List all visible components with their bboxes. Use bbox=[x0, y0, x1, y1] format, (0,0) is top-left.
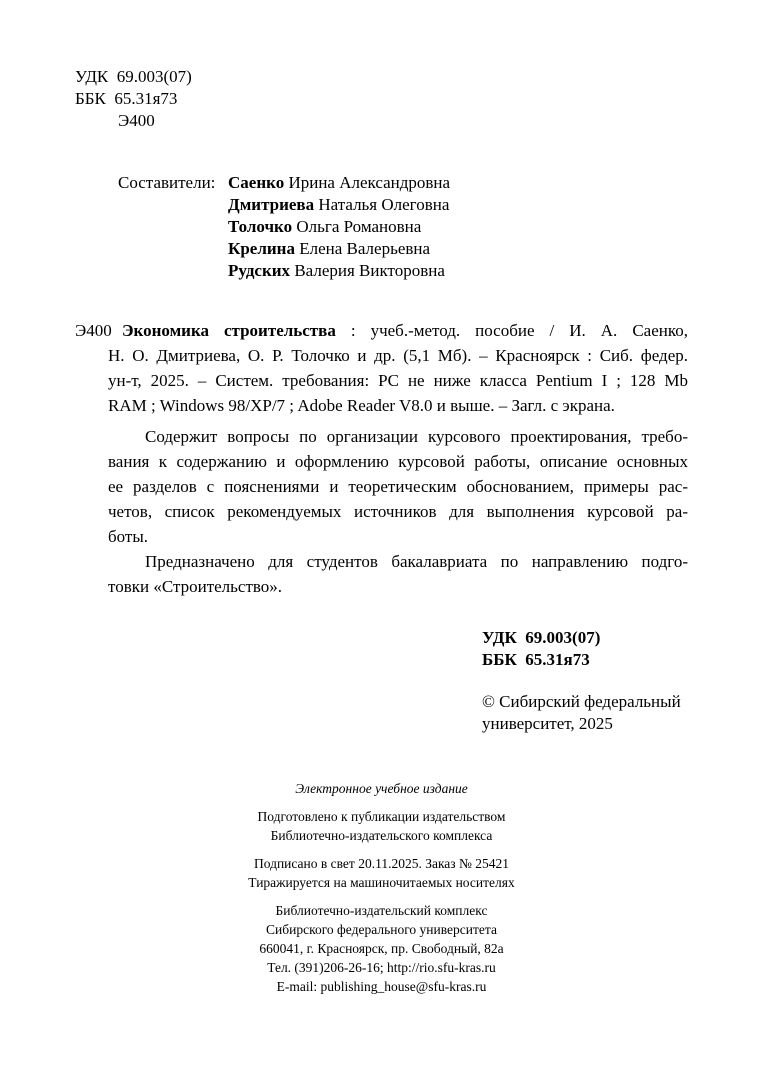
colophon-line: Сибирского федерального университета bbox=[266, 922, 497, 937]
udk-imprint: УДК 69.003(07) bbox=[482, 628, 601, 647]
compilers-label: Составители: bbox=[118, 173, 216, 192]
compilers-label-spacer bbox=[118, 216, 228, 238]
bib-line: ун-т, 2025. – Систем. требования: PC не ниже класса Pentium I ; 128 Mb bbox=[108, 371, 688, 390]
bib-title: Экономика строительства bbox=[122, 321, 336, 340]
annotation-line: четов, список рекомендуемых источников для выполнения курсовой ра- bbox=[108, 502, 688, 521]
bib-line: Н. О. Дмитриева, О. Р. Толочко и др. (5,1 Мб). – Красноярск : Сиб. федер. bbox=[108, 346, 688, 365]
annotation-line: товки «Строительство». bbox=[108, 577, 283, 596]
copyright-block bbox=[482, 691, 681, 735]
author-sign-code: Э400 bbox=[118, 111, 155, 130]
bib-line1-rest: : учеб.-метод. пособие / И. А. Саенко, bbox=[335, 321, 688, 340]
copyright-line: университет, 2025 bbox=[482, 714, 613, 733]
edition-type: Электронное учебное издание bbox=[295, 781, 468, 796]
compilers-block bbox=[118, 172, 450, 282]
colophon-line: Библиотечно-издательского комплекса bbox=[270, 828, 493, 843]
colophon-line: 660041, г. Красноярск, пр. Свободный, 82а bbox=[259, 941, 504, 956]
release-info-block bbox=[0, 854, 763, 892]
compiler-surname: Крелина bbox=[228, 239, 295, 258]
colophon-line: Подготовлено к публикации издательством bbox=[257, 809, 506, 824]
colophon-line: Подписано в свет 20.11.2025. Заказ № 25421 bbox=[253, 856, 510, 871]
compilers-label-spacer bbox=[118, 194, 228, 216]
compiler-name bbox=[228, 260, 450, 282]
compilers-label-spacer bbox=[118, 260, 228, 282]
compiler-given-names: Ирина Александровна bbox=[284, 173, 451, 192]
imprint-codes-block bbox=[482, 627, 600, 671]
compiler-surname: Саенко bbox=[228, 173, 285, 192]
publisher-prepared-block bbox=[0, 807, 763, 845]
annotation-line: боты. bbox=[108, 527, 149, 546]
compiler-name bbox=[228, 172, 450, 194]
compiler-given-names: Наталья Олеговна bbox=[314, 195, 450, 214]
colophon-line: Тел. (391)206-26-16; http://rio.sfu-kras.ru bbox=[267, 960, 496, 975]
colophon bbox=[0, 779, 763, 1005]
compiler-given-names: Елена Валерьевна bbox=[294, 239, 431, 258]
top-codes-block bbox=[75, 66, 192, 132]
annotation-line: Содержит вопросы по организации курсового проектирования, требо- bbox=[145, 427, 688, 446]
bib-line: RAM ; Windows 98/XP/7 ; Adobe Reader V8.0 и выше. – Загл. с экрана. bbox=[108, 396, 615, 415]
compiler-given-names: Валерия Викторовна bbox=[290, 261, 445, 280]
annotation-line: ее разделов с пояснениями и теоретическим обоснованием, примеры рас- bbox=[108, 477, 688, 496]
bib-line bbox=[108, 318, 688, 343]
bibliography-entry bbox=[75, 318, 688, 418]
annotation-line: Предназначено для студентов бакалавриата по направлению подго- bbox=[145, 552, 688, 571]
colophon-line: Библиотечно-издательский комплекс bbox=[275, 903, 488, 918]
annotation-block bbox=[108, 424, 688, 599]
publisher-contacts-block bbox=[0, 901, 763, 996]
compiler-name bbox=[228, 194, 450, 216]
compiler-surname: Толочко bbox=[228, 217, 293, 236]
annotation-line: вания к содержанию и оформлению курсовой работы, описание основных bbox=[108, 452, 688, 471]
compiler-name bbox=[228, 216, 450, 238]
compiler-surname: Рудских bbox=[228, 261, 291, 280]
compiler-given-names: Ольга Романовна bbox=[292, 217, 422, 236]
compiler-name bbox=[228, 238, 450, 260]
bib-author-sign: Э400 bbox=[75, 321, 112, 340]
compiler-surname: Дмитриева bbox=[228, 195, 315, 214]
compilers-label-spacer bbox=[118, 238, 228, 260]
colophon-line: E-mail: publishing_house@sfu-kras.ru bbox=[276, 979, 487, 994]
bbk-imprint: ББК 65.31я73 bbox=[482, 650, 590, 669]
bbk-top: ББК 65.31я73 bbox=[75, 89, 178, 108]
copyright-line: © Сибирский федеральный bbox=[482, 692, 681, 711]
colophon-line: Тиражируется на машиночитаемых носителях bbox=[248, 875, 515, 890]
udk-top: УДК 69.003(07) bbox=[75, 67, 192, 86]
